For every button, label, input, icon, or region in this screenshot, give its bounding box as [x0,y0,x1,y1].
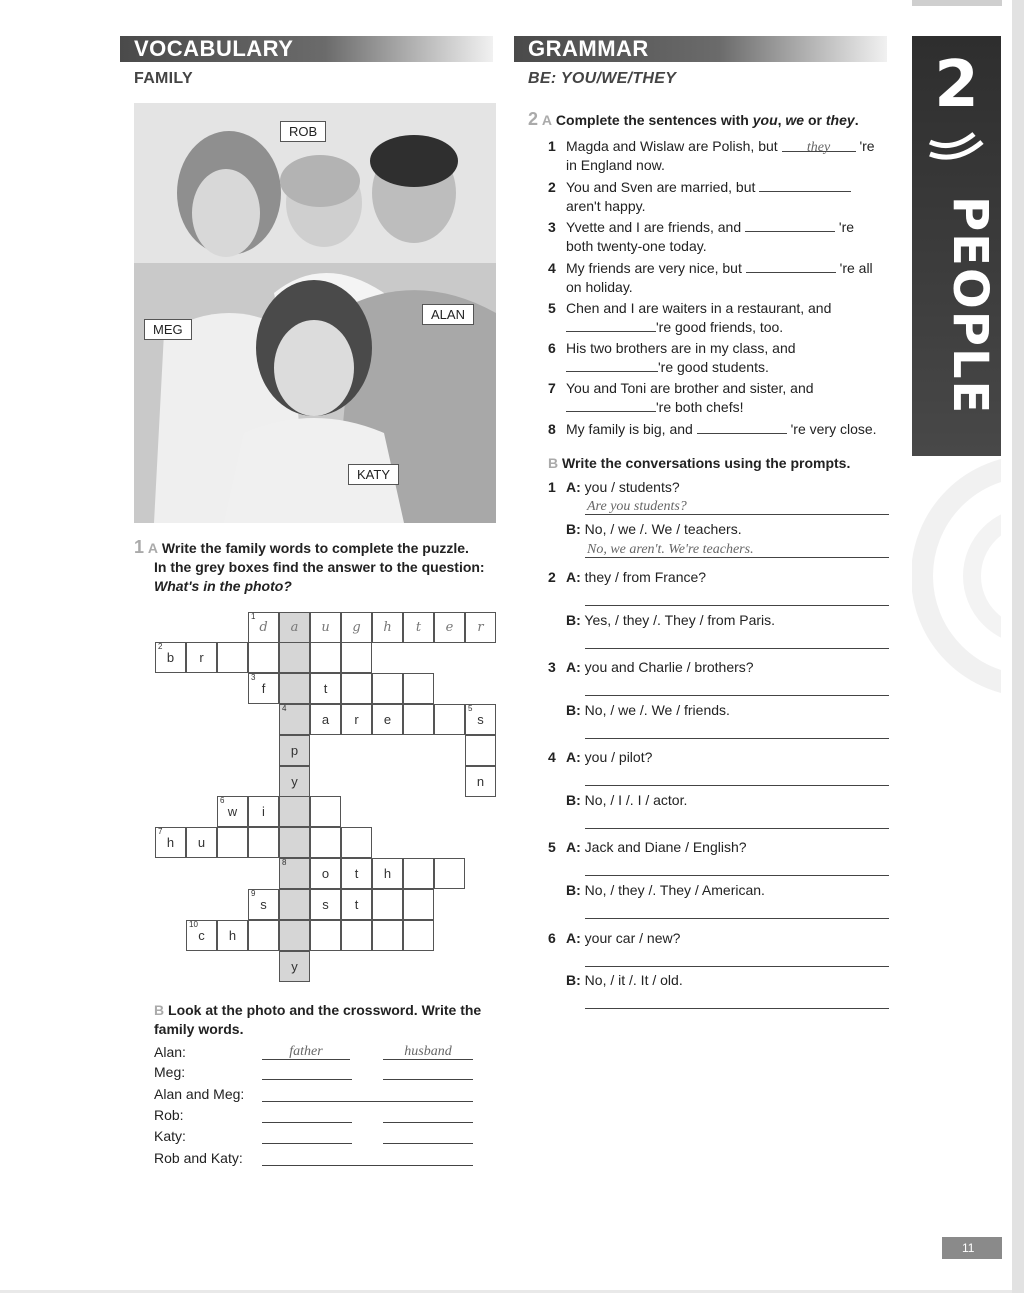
family-word-label: Rob: [154,1107,184,1123]
conversation-prompt-b: B: No, / it /. It / old. [566,972,683,988]
crossword-cell[interactable] [279,642,310,673]
sentence-blank[interactable] [566,318,656,332]
crossword-cell[interactable]: t [403,612,434,643]
family-photo [134,103,496,523]
crossword-cell[interactable] [310,827,341,858]
crossword-cell[interactable]: 4 [279,704,310,735]
crossword-cell[interactable] [434,858,465,889]
crossword-cell[interactable]: 7 h [155,827,186,858]
crossword-cell[interactable] [434,704,465,735]
crossword-cell[interactable] [341,673,372,704]
exercise-2b-heading: Write the conversations using the prompts. [562,455,851,471]
crossword-cell[interactable]: 2 b [155,642,186,673]
conversation-answer[interactable] [585,723,889,739]
sentence-item: 8 My family is big, and 're very close. [548,421,877,437]
crossword-cell[interactable]: g [341,612,372,643]
crossword-cell[interactable] [248,642,279,673]
crossword-cell[interactable]: 1 d [248,612,279,643]
crossword-cell[interactable]: h [372,612,403,643]
family-word-answer[interactable] [262,1128,352,1144]
crossword-cell[interactable]: o [310,858,341,889]
sentence-item: 6 His two brothers are in my class, and 're good students. [548,340,796,375]
exercise-1a-letter: A [147,540,159,556]
crossword-cell[interactable]: i [248,796,279,827]
sentence-item: 4 My friends are very nice, but 're all on holiday. [548,260,873,295]
sentence-blank[interactable] [566,398,656,412]
photo-tag-alan: ALAN [422,304,474,325]
crossword-cell[interactable] [248,827,279,858]
crossword-cell[interactable]: h [217,920,248,951]
conversation-answer[interactable]: Are you students? [585,499,889,515]
crossword-cell[interactable]: r [465,612,496,643]
exercise-1b-instructions [154,1001,504,1039]
crossword-cell[interactable]: 10 c [186,920,217,951]
crossword-cell[interactable]: s [310,889,341,920]
crossword-cell[interactable]: p [279,735,310,766]
conversation-prompt-b: B: No, / we /. We / friends. [566,702,730,718]
crossword-cell[interactable] [279,920,310,951]
crossword-cell[interactable] [341,827,372,858]
crossword-cell[interactable] [403,673,434,704]
sentence-item: 5 Chen and I are waiters in a restaurant, and 're good friends, too. [548,300,832,335]
unit-number: 2 [934,48,979,122]
exercise-1b-line2: family words. [154,1021,244,1037]
family-word-label: Rob and Katy: [154,1150,243,1166]
crossword-cell[interactable] [217,827,248,858]
grammar-header: GRAMMAR [514,36,887,62]
crossword-cell[interactable]: 5 s [465,704,496,735]
sentence-item: 3 Yvette and I are friends, and 're both twenty-one today. [548,219,855,254]
conversation-answer[interactable] [585,993,889,1009]
crossword-cell[interactable] [341,642,372,673]
exercise-2a-heading: Complete the sentences with you, we or they. [555,112,859,128]
sentence-item: 1 Magda and Wislaw are Polish, but they 're in England now. [548,138,875,173]
conversation-answer[interactable] [585,951,889,967]
crossword-cell[interactable] [372,889,403,920]
crossword-cell[interactable] [217,642,248,673]
crossword-cell[interactable]: 9 s [248,889,279,920]
crossword-cell[interactable] [279,889,310,920]
conversation-prompt-a: 1 A: you / students? [548,479,680,495]
crossword-cell[interactable]: 6 w [217,796,248,827]
family-word-answer[interactable] [383,1107,473,1123]
sentence-blank[interactable] [746,259,836,273]
decorative-arcs-icon [912,456,1001,1256]
conversation-answer[interactable] [585,860,889,876]
crossword-cell[interactable]: 3 f [248,673,279,704]
crossword-cell[interactable] [279,673,310,704]
crossword-cell[interactable]: r [341,704,372,735]
speech-waves-icon [926,130,986,170]
vocabulary-header: VOCABULARY [120,36,493,62]
exercise-1a-question: What's in the photo? [154,578,292,594]
page-number: 11 [942,1237,1002,1259]
conversation-prompt-a: 6 A: your car / new? [548,930,681,946]
conversation-answer[interactable] [585,903,889,919]
exercise-1a-line2: In the grey boxes find the answer to the question: [154,559,485,575]
crossword-cell[interactable]: n [465,766,496,797]
photo-tag-meg: MEG [144,319,192,340]
conversation-prompt-a: 2 A: they / from France? [548,569,707,585]
crossword-cell[interactable] [403,704,434,735]
crossword-cell[interactable]: y [279,951,310,982]
unit-side-tab [912,36,1001,1283]
exercise-2b-letter: B [548,455,559,471]
crossword-cell[interactable]: u [186,827,217,858]
conversation-prompt-b: B: No, / I /. I / actor. [566,792,688,808]
conversation-answer[interactable] [585,770,889,786]
crossword-cell[interactable] [465,735,496,766]
family-word-label: Meg: [154,1064,186,1080]
exercise-1a-line1: Write the family words to complete the puzzle. [161,540,469,556]
crossword-cell[interactable]: r [186,642,217,673]
page-edge-shadow [1012,0,1024,1293]
crossword-cell[interactable] [403,920,434,951]
conversation-prompt-a: 3 A: you and Charlie / brothers? [548,659,754,675]
grammar-subheading: BE: YOU/WE/THEY [528,70,677,87]
crossword-cell[interactable]: e [434,612,465,643]
family-word-answer[interactable]: husband [383,1044,473,1060]
crossword-cell[interactable] [372,673,403,704]
photo-tag-rob: ROB [280,121,326,142]
crossword-cell[interactable]: h [372,858,403,889]
crossword-cell[interactable]: t [310,673,341,704]
crossword-cell[interactable] [341,920,372,951]
exercise-2a-letter: A [541,112,553,128]
sentence-blank[interactable] [697,420,787,434]
crossword-cell[interactable]: 8 [279,858,310,889]
unit-title: PEOPLE [942,196,998,416]
crossword-cell[interactable] [372,920,403,951]
exercise-2-number: 2 [528,109,539,129]
family-word-answer[interactable] [262,1086,473,1102]
sentence-blank[interactable] [759,178,851,192]
conversation-prompt-a: 5 A: Jack and Diane / English? [548,839,747,855]
exercise-1b-line1: Look at the photo and the crossword. Write the [168,1002,482,1018]
top-strip [912,0,1002,6]
conversation-answer[interactable] [585,813,889,829]
crossword-cell[interactable] [279,796,310,827]
crossword-cell[interactable]: y [279,766,310,797]
conversation-answer[interactable] [585,680,889,696]
family-word-answer[interactable] [383,1064,473,1080]
family-word-answer[interactable] [262,1107,352,1123]
crossword-cell[interactable]: u [310,612,341,643]
sentence-item: 2 You and Sven are married, but aren't happy. [548,178,893,218]
crossword-cell[interactable] [310,920,341,951]
family-word-answer[interactable] [383,1128,473,1144]
exercise-1b-letter: B [154,1002,165,1018]
crossword-cell[interactable] [310,642,341,673]
exercise-2a-instructions [528,110,898,130]
conversation-prompt-b: B: Yes, / they /. They / from Paris. [566,612,776,628]
crossword-cell[interactable]: a [310,704,341,735]
family-word-label: Alan: [154,1044,186,1060]
family-word-answer[interactable] [262,1064,352,1080]
sentence-blank[interactable] [745,218,835,232]
crossword-cell[interactable] [403,889,434,920]
family-word-answer[interactable] [262,1150,473,1166]
crossword-cell[interactable] [248,920,279,951]
crossword-cell[interactable]: e [372,704,403,735]
crossword-cell[interactable]: a [279,612,310,643]
conversation-prompt-b: B: No, / we /. We / teachers. [566,521,742,537]
crossword-cell[interactable] [403,858,434,889]
conversation-answer[interactable] [585,633,889,649]
crossword-cell[interactable] [279,827,310,858]
family-word-label: Katy: [154,1128,186,1144]
crossword-cell[interactable]: t [341,889,372,920]
exercise-2b-instructions [548,454,898,473]
exercise-1a-instructions [134,538,504,596]
vocabulary-subheading: FAMILY [134,70,193,87]
conversation-prompt-b: B: No, / they /. They / American. [566,882,765,898]
conversation-prompt-a: 4 A: you / pilot? [548,749,653,765]
family-word-answer[interactable]: father [262,1044,350,1060]
conversation-answer[interactable] [585,590,889,606]
family-word-label: Alan and Meg: [154,1086,245,1102]
crossword-cell[interactable] [310,796,341,827]
sentence-item: 7 You and Toni are brother and sister, and 're both chefs! [548,380,814,415]
sentence-blank[interactable]: they [782,138,856,152]
exercise-1-number: 1 [134,537,145,557]
conversation-answer[interactable]: No, we aren't. We're teachers. [585,542,889,558]
photo-tag-katy: KATY [348,464,399,485]
crossword-cell[interactable]: t [341,858,372,889]
sentence-blank[interactable] [566,358,658,372]
